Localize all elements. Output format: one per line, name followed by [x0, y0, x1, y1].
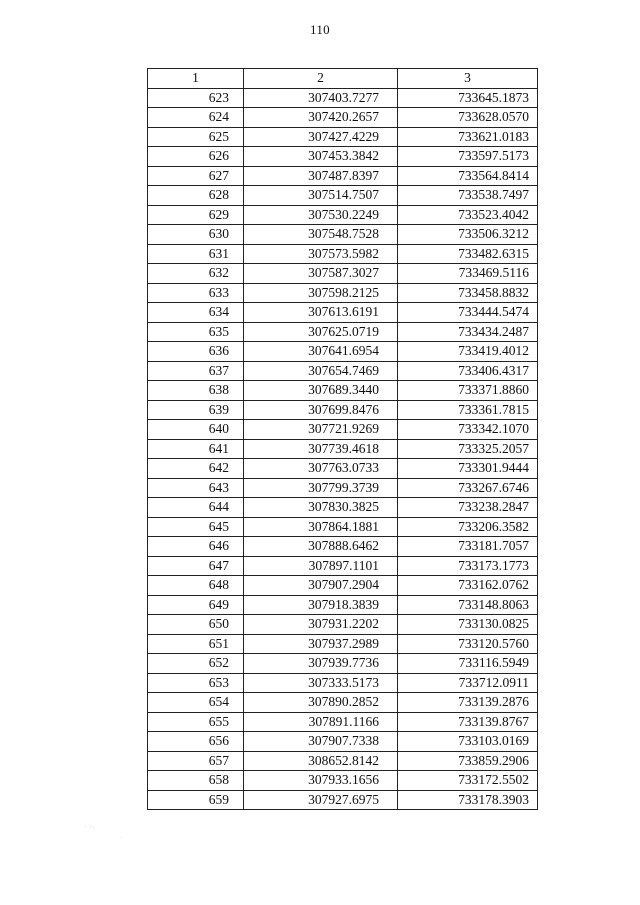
y-coordinate-cell: 733342.1070 [398, 420, 538, 440]
table-row [148, 498, 538, 518]
table-row [148, 459, 538, 479]
table-row [148, 595, 538, 615]
point-number-cell: 648 [148, 576, 244, 596]
y-coordinate-cell: 733172.5502 [398, 771, 538, 791]
x-coordinate-cell: 307918.3839 [244, 595, 398, 615]
y-coordinate-cell: 733238.2847 [398, 498, 538, 518]
x-coordinate-cell: 307514.7507 [244, 186, 398, 206]
table-row [148, 654, 538, 674]
table-row [148, 400, 538, 420]
y-coordinate-cell: 733419.4012 [398, 342, 538, 362]
point-number-cell: 641 [148, 439, 244, 459]
table-row [148, 322, 538, 342]
y-coordinate-cell: 733458.8832 [398, 283, 538, 303]
point-number-cell: 637 [148, 361, 244, 381]
y-coordinate-cell: 733325.2057 [398, 439, 538, 459]
table-row [148, 673, 538, 693]
scan-artifact-dot: · [120, 836, 122, 841]
table-row [148, 712, 538, 732]
point-number-cell: 656 [148, 732, 244, 752]
point-number-cell: 629 [148, 205, 244, 225]
x-coordinate-cell: 307587.3027 [244, 264, 398, 284]
x-coordinate-cell: 307721.9269 [244, 420, 398, 440]
point-number-cell: 643 [148, 478, 244, 498]
x-coordinate-cell: 307907.7338 [244, 732, 398, 752]
y-coordinate-cell: 733506.3212 [398, 225, 538, 245]
table-row [148, 751, 538, 771]
y-coordinate-cell: 733120.5760 [398, 634, 538, 654]
y-coordinate-cell: 733173.1773 [398, 556, 538, 576]
table-row [148, 790, 538, 810]
table-row [148, 88, 538, 108]
point-number-cell: 636 [148, 342, 244, 362]
point-number-cell: 623 [148, 88, 244, 108]
table-row [148, 361, 538, 381]
x-coordinate-cell: 307799.3739 [244, 478, 398, 498]
x-coordinate-cell: 307573.5982 [244, 244, 398, 264]
table-row [148, 771, 538, 791]
y-coordinate-cell: 733206.3582 [398, 517, 538, 537]
y-coordinate-cell: 733628.0570 [398, 108, 538, 128]
table-row [148, 537, 538, 557]
scan-artifact-mark: · ·. [84, 824, 95, 830]
table-row [148, 576, 538, 596]
table-header-row [148, 69, 538, 89]
table-row [148, 244, 538, 264]
page-number: 110 [310, 22, 330, 37]
x-coordinate-cell: 307890.2852 [244, 693, 398, 713]
point-number-cell: 635 [148, 322, 244, 342]
x-coordinate-cell: 307897.1101 [244, 556, 398, 576]
point-number-cell: 657 [148, 751, 244, 771]
table-row [148, 381, 538, 401]
table-row [148, 517, 538, 537]
point-number-cell: 645 [148, 517, 244, 537]
table-row [148, 225, 538, 245]
table-row [148, 420, 538, 440]
y-coordinate-cell: 733645.1873 [398, 88, 538, 108]
y-coordinate-cell: 733181.7057 [398, 537, 538, 557]
y-coordinate-cell: 733162.0762 [398, 576, 538, 596]
point-number-cell: 642 [148, 459, 244, 479]
y-coordinate-cell: 733178.3903 [398, 790, 538, 810]
x-coordinate-cell: 307613.6191 [244, 303, 398, 323]
table-row [148, 478, 538, 498]
point-number-cell: 630 [148, 225, 244, 245]
y-coordinate-cell: 733434.2487 [398, 322, 538, 342]
y-coordinate-cell: 733859.2906 [398, 751, 538, 771]
table-row [148, 108, 538, 128]
x-coordinate-cell: 307937.2989 [244, 634, 398, 654]
x-coordinate-cell: 307598.2125 [244, 283, 398, 303]
y-coordinate-cell: 733621.0183 [398, 127, 538, 147]
point-number-cell: 634 [148, 303, 244, 323]
point-number-cell: 631 [148, 244, 244, 264]
y-coordinate-cell: 733116.5949 [398, 654, 538, 674]
point-number-cell: 625 [148, 127, 244, 147]
table-row [148, 732, 538, 752]
point-number-cell: 647 [148, 556, 244, 576]
x-coordinate-cell: 307763.0733 [244, 459, 398, 479]
x-coordinate-cell: 307933.1656 [244, 771, 398, 791]
y-coordinate-cell: 733538.7497 [398, 186, 538, 206]
point-number-cell: 640 [148, 420, 244, 440]
point-number-cell: 651 [148, 634, 244, 654]
point-number-cell: 653 [148, 673, 244, 693]
point-number-cell: 638 [148, 381, 244, 401]
table-row [148, 693, 538, 713]
x-coordinate-cell: 307641.6954 [244, 342, 398, 362]
table-row [148, 342, 538, 362]
point-number-cell: 627 [148, 166, 244, 186]
y-coordinate-cell: 733139.2876 [398, 693, 538, 713]
x-coordinate-cell: 307927.6975 [244, 790, 398, 810]
coordinates-table [147, 68, 538, 810]
point-number-cell: 632 [148, 264, 244, 284]
x-coordinate-cell: 307939.7736 [244, 654, 398, 674]
x-coordinate-cell: 307420.2657 [244, 108, 398, 128]
x-coordinate-cell: 307403.7277 [244, 88, 398, 108]
y-coordinate-cell: 733301.9444 [398, 459, 538, 479]
point-number-cell: 659 [148, 790, 244, 810]
table-row [148, 556, 538, 576]
point-number-cell: 646 [148, 537, 244, 557]
y-coordinate-cell: 733469.5116 [398, 264, 538, 284]
y-coordinate-cell: 733371.8860 [398, 381, 538, 401]
point-number-cell: 649 [148, 595, 244, 615]
point-number-cell: 650 [148, 615, 244, 635]
y-coordinate-cell: 733130.0825 [398, 615, 538, 635]
x-coordinate-cell: 307830.3825 [244, 498, 398, 518]
y-coordinate-cell: 733482.6315 [398, 244, 538, 264]
y-coordinate-cell: 733597.5173 [398, 147, 538, 167]
y-coordinate-cell: 733103.0169 [398, 732, 538, 752]
x-coordinate-cell: 307487.8397 [244, 166, 398, 186]
point-number-cell: 633 [148, 283, 244, 303]
point-number-cell: 624 [148, 108, 244, 128]
x-coordinate-cell: 307739.4618 [244, 439, 398, 459]
y-coordinate-cell: 733139.8767 [398, 712, 538, 732]
x-coordinate-cell: 307654.7469 [244, 361, 398, 381]
x-coordinate-cell: 307530.2249 [244, 205, 398, 225]
x-coordinate-cell: 307333.5173 [244, 673, 398, 693]
table-body [148, 88, 538, 810]
table-row [148, 186, 538, 206]
table-row [148, 439, 538, 459]
y-coordinate-cell: 733361.7815 [398, 400, 538, 420]
y-coordinate-cell: 733564.8414 [398, 166, 538, 186]
point-number-cell: 626 [148, 147, 244, 167]
point-number-cell: 654 [148, 693, 244, 713]
table-row [148, 303, 538, 323]
x-coordinate-cell: 307888.6462 [244, 537, 398, 557]
point-number-cell: 652 [148, 654, 244, 674]
y-coordinate-cell: 733148.8063 [398, 595, 538, 615]
table-row [148, 634, 538, 654]
x-coordinate-cell: 307699.8476 [244, 400, 398, 420]
column-header-1: 1 [148, 69, 244, 89]
table-row [148, 615, 538, 635]
x-coordinate-cell: 307864.1881 [244, 517, 398, 537]
y-coordinate-cell: 733523.4042 [398, 205, 538, 225]
point-number-cell: 628 [148, 186, 244, 206]
x-coordinate-cell: 307548.7528 [244, 225, 398, 245]
x-coordinate-cell: 307689.3440 [244, 381, 398, 401]
table-row [148, 264, 538, 284]
x-coordinate-cell: 307931.2202 [244, 615, 398, 635]
x-coordinate-cell: 308652.8142 [244, 751, 398, 771]
point-number-cell: 639 [148, 400, 244, 420]
x-coordinate-cell: 307907.2904 [244, 576, 398, 596]
y-coordinate-cell: 733267.6746 [398, 478, 538, 498]
point-number-cell: 644 [148, 498, 244, 518]
table-row [148, 283, 538, 303]
y-coordinate-cell: 733712.0911 [398, 673, 538, 693]
y-coordinate-cell: 733406.4317 [398, 361, 538, 381]
column-header-2: 2 [244, 69, 398, 89]
y-coordinate-cell: 733444.5474 [398, 303, 538, 323]
x-coordinate-cell: 307453.3842 [244, 147, 398, 167]
column-header-3: 3 [398, 69, 538, 89]
point-number-cell: 658 [148, 771, 244, 791]
table-row [148, 166, 538, 186]
table-row [148, 147, 538, 167]
point-number-cell: 655 [148, 712, 244, 732]
x-coordinate-cell: 307625.0719 [244, 322, 398, 342]
table-row [148, 205, 538, 225]
x-coordinate-cell: 307427.4229 [244, 127, 398, 147]
x-coordinate-cell: 307891.1166 [244, 712, 398, 732]
table-row [148, 127, 538, 147]
